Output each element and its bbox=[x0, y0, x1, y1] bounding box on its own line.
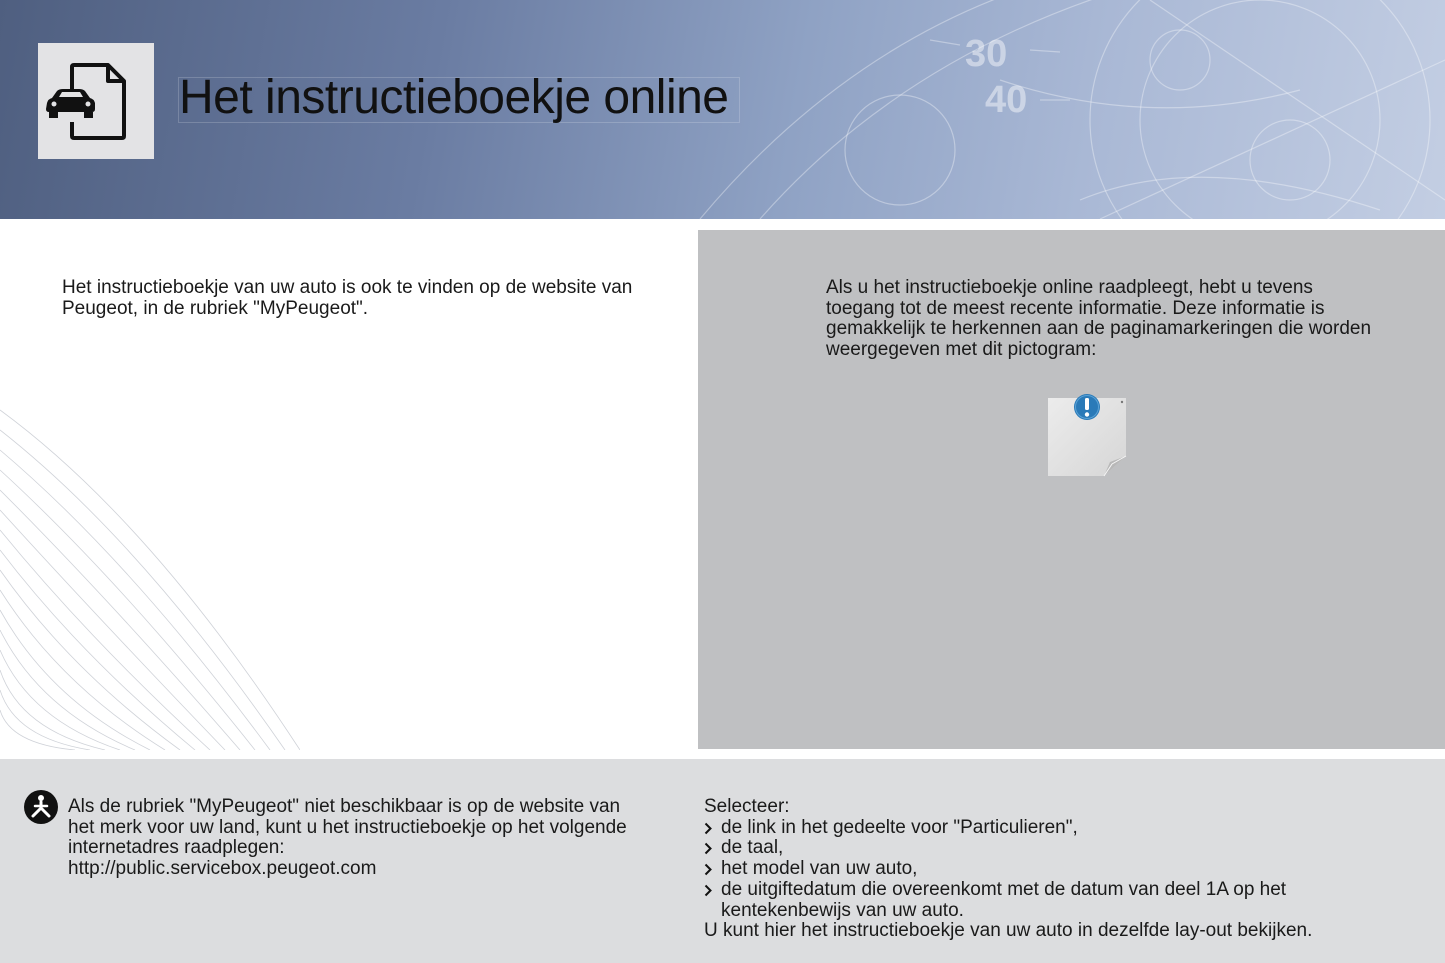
decorative-curve-lines bbox=[0, 400, 300, 750]
list-item bbox=[704, 838, 1404, 859]
list-item bbox=[704, 859, 1404, 880]
footer-left-line: internetadres raadplegen: bbox=[68, 837, 285, 859]
list-item bbox=[704, 880, 1404, 921]
intro-text-right: Als u het instructieboekje online raadpleegt, hebt u tevens toegang tot de meest recente informatie. Deze informatie is gemakkelijk te herkennen aan de paginamarkeringen die worden weergegeven met dit pictogram: bbox=[826, 277, 1372, 360]
select-steps-list bbox=[704, 818, 1404, 922]
servicebox-url: http://public.servicebox.peugeot.com bbox=[68, 858, 377, 880]
chevron-right-icon bbox=[704, 822, 712, 835]
chevron-right-icon bbox=[704, 863, 712, 876]
list-item-text: het model van uw auto, bbox=[721, 858, 918, 880]
header-banner bbox=[0, 0, 1445, 219]
intro-text-left: Het instructieboekje van uw auto is ook te vinden op de website van Peugeot, in de rubriek "MyPeugeot". bbox=[62, 277, 633, 319]
list-item bbox=[704, 818, 1404, 839]
select-heading: Selecteer: bbox=[704, 796, 790, 817]
chevron-right-icon bbox=[704, 884, 712, 897]
car-document-icon bbox=[38, 43, 154, 159]
footer-left-line: Als de rubriek "MyPeugeot" niet beschikbaar is op de website van bbox=[68, 796, 621, 817]
chevron-right-icon bbox=[704, 842, 712, 855]
footer-left-text bbox=[68, 797, 688, 880]
background-number-40: 40 bbox=[985, 79, 1028, 121]
page-title: Het instructieboekje online bbox=[179, 71, 729, 124]
background-number-30: 30 bbox=[965, 33, 1008, 75]
list-item-text: de uitgiftedatum die overeenkomt met de datum van deel 1A op het kentekenbewijs van uw auto. bbox=[721, 878, 1287, 921]
list-item-text: de taal, bbox=[721, 837, 784, 859]
page-update-info-icon bbox=[1046, 392, 1130, 480]
list-item-text: de link in het gedeelte voor "Particulieren", bbox=[721, 816, 1078, 838]
closing-text: U kunt hier het instructieboekje van uw auto in dezelfde lay-out bekijken. bbox=[704, 920, 1313, 942]
footer-right-text bbox=[704, 797, 1404, 942]
info-hint-icon bbox=[23, 789, 59, 825]
footer-left-line: het merk voor uw land, kunt u het instructieboekje op het volgende bbox=[68, 816, 627, 838]
